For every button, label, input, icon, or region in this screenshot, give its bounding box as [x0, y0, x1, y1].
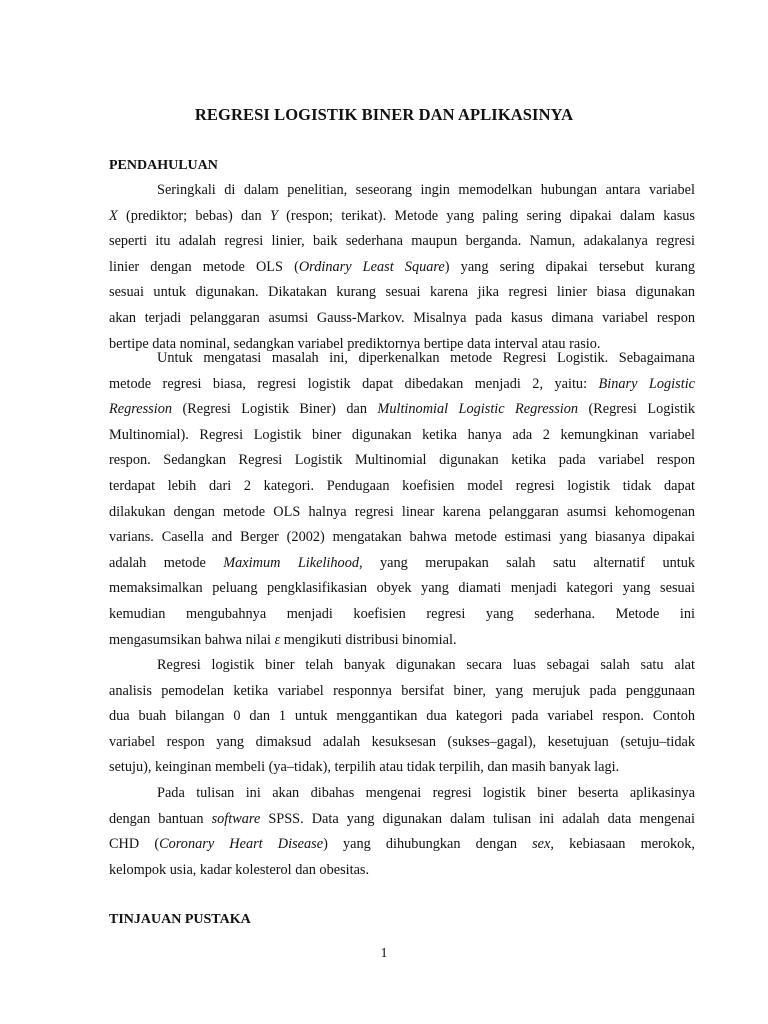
- page-number: 1: [380, 946, 388, 961]
- italic-text: X: [109, 207, 118, 224]
- text-run: (Regresi Logistik Biner) dan: [172, 401, 378, 418]
- italic-text: Y: [269, 207, 278, 224]
- text-run: seperti itu adalah regresi linier, baik sederhana maupun berganda. Namun, adakalanya regresi: [109, 233, 695, 250]
- text-run: CHD (: [109, 836, 160, 853]
- italic-text: Maximum Likelihood: [223, 554, 360, 571]
- text-line: [109, 605, 695, 623]
- section-heading-tinjauan-pustaka: TINJAUAN PUSTAKA: [109, 912, 251, 927]
- text-run: variabel respon yang dimaksud adalah kesuksesan (sukses–gagal), kesetujuan (setuju–tidak: [109, 733, 695, 750]
- text-run: dua buah bilangan 0 dan 1 untuk menggantikan dua kategori pada variabel respon. Contoh: [109, 708, 695, 725]
- text-line: [109, 528, 695, 546]
- text-run: respon. Sedangkan Regresi Logistik Multinomial digunakan ketika pada variabel respon: [109, 452, 695, 469]
- document-title: REGRESI LOGISTIK BINER DAN APLIKASINYA: [194, 105, 574, 124]
- italic-text: ε: [274, 631, 281, 648]
- text-run: Untuk mengatasi masalah ini, diperkenalkan metode Regresi Logistik. Sebagaimana: [157, 350, 695, 366]
- text-line: [109, 400, 695, 418]
- text-line: [109, 861, 695, 879]
- text-line: [109, 309, 695, 327]
- text-run: sesuai untuk digunakan. Dikatakan kurang sesuai karena jika regresi linier biasa digunakan: [109, 284, 695, 301]
- text-run: adalah metode: [109, 554, 224, 571]
- text-run: ) yang sering dipakai tersebut kurang: [444, 258, 695, 275]
- italic-text: Regression: [109, 401, 173, 418]
- text-line: [109, 375, 695, 393]
- text-run: (Regresi Logistik: [578, 401, 695, 418]
- text-run: analisis pemodelan ketika variabel responnya bersifat biner, yang merujuk pada penggunaan: [109, 682, 695, 699]
- text-run: dilakukan dengan metode OLS halnya regresi linear karena pelanggaran asumsi kehomogenan: [109, 503, 695, 520]
- section-heading-pendahuluan: PENDAHULUAN: [109, 158, 218, 173]
- text-line: [109, 631, 695, 649]
- text-run: akan terjadi pelanggaran asumsi Gauss-Markov. Misalnya pada kasus dimana variabel respon: [109, 310, 695, 326]
- text-run: ) yang dihubungkan dengan: [323, 836, 533, 853]
- italic-text: Binary Logistic: [598, 375, 696, 392]
- text-line: [109, 426, 695, 444]
- text-line: [109, 810, 695, 828]
- text-line: [109, 554, 695, 572]
- italic-text: software: [211, 810, 261, 827]
- text-line: [109, 451, 695, 469]
- text-run: mengikuti distribusi binomial.: [280, 631, 457, 648]
- text-line: [109, 758, 695, 776]
- text-line: [157, 656, 695, 674]
- text-line: [109, 733, 695, 751]
- text-run: terdapat lebih dari 2 kategori. Pendugaan koefisien model regresi logistik tidak dapat: [109, 478, 695, 494]
- text-line: [109, 232, 695, 250]
- text-line: [157, 784, 695, 802]
- text-line: [157, 349, 695, 367]
- italic-text: sex: [532, 836, 551, 853]
- text-line: [109, 682, 695, 700]
- text-run: Multinomial). Regresi Logistik biner digunakan ketika hanya ada 2 kemungkinan variabel: [109, 426, 695, 443]
- text-line: [109, 258, 695, 276]
- text-run: (respon; terikat). Metode yang paling sering dipakai dalam kasus: [277, 207, 695, 224]
- text-line: [109, 283, 695, 301]
- text-line: [109, 477, 695, 495]
- text-run: varians. Casella and Berger (2002) mengatakan bahwa metode estimasi yang biasanya dipakai: [109, 529, 695, 546]
- text-run: Seringkali di dalam penelitian, seseorang ingin memodelkan hubungan antara variabel: [157, 182, 695, 198]
- text-run: Pada tulisan ini akan dibahas mengenai regresi logistik biner beserta aplikasinya: [157, 785, 695, 801]
- text-run: bertipe data nominal, sedangkan variabel prediktornya bertipe data interval atau rasio.: [109, 335, 601, 352]
- text-run: (prediktor; bebas) dan: [117, 207, 270, 224]
- text-line: [109, 835, 695, 853]
- text-run: kemudian mengubahnya menjadi koefisien regresi yang sederhana. Metode ini: [109, 606, 695, 622]
- text-run: , yang merupakan salah satu alternatif untuk: [359, 554, 696, 571]
- text-run: SPSS. Data yang digunakan dalam tulisan ini adalah data mengenai: [260, 810, 695, 827]
- text-run: setuju), keinginan membeli (ya–tidak), terpilih atau tidak terpilih, dan masih banyak lagi.: [109, 759, 620, 776]
- text-line: [157, 181, 695, 199]
- text-run: Regresi logistik biner telah banyak digunakan secara luas sebagai salah satu alat: [157, 657, 695, 673]
- text-run: , kebiasaan merokok,: [550, 836, 695, 853]
- text-line: [109, 579, 695, 597]
- text-run: linier dengan metode OLS (: [109, 258, 299, 275]
- text-run: mengasumsikan bahwa nilai: [109, 631, 275, 648]
- text-run: kelompok usia, kadar kolesterol dan obesitas.: [109, 861, 370, 878]
- italic-text: Multinomial Logistic Regression: [377, 401, 579, 418]
- text-line: [109, 503, 695, 521]
- text-line: [109, 207, 695, 225]
- text-run: metode regresi biasa, regresi logistik dapat dibedakan menjadi 2, yaitu:: [109, 375, 599, 392]
- text-run: memaksimalkan peluang pengklasifikasian obyek yang diamati menjadi kategori yang sesuai: [109, 580, 695, 597]
- italic-text: Ordinary Least Square: [298, 258, 445, 275]
- text-run: dengan bantuan: [109, 810, 212, 827]
- italic-text: Coronary Heart Disease: [159, 836, 324, 853]
- text-line: [109, 707, 695, 725]
